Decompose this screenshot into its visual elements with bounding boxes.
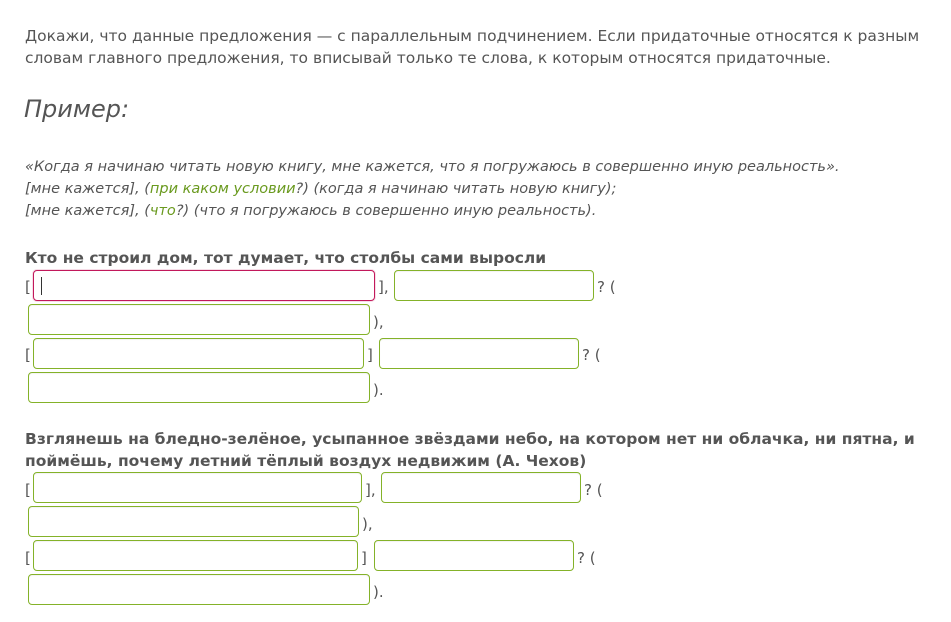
example-line-1-start: [мне кажется], ( — [25, 181, 150, 197]
ex2-close-paren-period: ). — [373, 583, 384, 601]
example-block — [25, 156, 840, 222]
ex1-open-bracket-1: [ — [25, 278, 31, 296]
ex2-close-paren-comma: ), — [362, 515, 373, 533]
ex2-subordinate-2-input[interactable] — [28, 574, 370, 605]
example-sentence: «Когда я начинаю читать новую книгу, мне кажется, что я погружаюсь в совершенно иную реальность». — [25, 159, 840, 175]
ex2-close-bracket: ] — [361, 549, 367, 567]
ex2-question-open-1: ? ( — [584, 481, 603, 499]
ex2-open-bracket-2: [ — [25, 549, 31, 567]
ex1-main-clause-1-input[interactable] — [33, 270, 375, 301]
ex1-close-paren-comma: ), — [373, 313, 384, 331]
example-question-1: при каком условии — [149, 181, 296, 197]
ex2-close-bracket-comma: ], — [365, 481, 376, 499]
ex1-open-bracket-2: [ — [25, 346, 31, 364]
ex1-question-2-input[interactable] — [379, 338, 579, 369]
ex2-main-clause-1-input[interactable] — [33, 472, 362, 503]
text-cursor — [41, 277, 42, 295]
ex2-subordinate-1-input[interactable] — [28, 506, 359, 537]
ex1-main-clause-2-input[interactable] — [33, 338, 364, 369]
ex1-question-1-input[interactable] — [394, 270, 594, 301]
ex1-close-bracket-comma: ], — [378, 278, 389, 296]
example-line-1 — [25, 178, 840, 200]
ex1-close-bracket: ] — [367, 346, 373, 364]
ex2-question-1-input[interactable] — [381, 472, 581, 503]
exercise-1-sentence: Кто не строил дом, тот думает, что столбы сами выросли — [25, 249, 547, 267]
ex1-question-open-1: ? ( — [597, 278, 616, 296]
ex1-question-open-2: ? ( — [582, 346, 601, 364]
ex2-question-2-input[interactable] — [374, 540, 574, 571]
ex2-main-clause-2-input[interactable] — [33, 540, 358, 571]
ex2-open-bracket-1: [ — [25, 481, 31, 499]
instruction-text: Докажи, что данные предложения — с параллельным подчинением. Если придаточные относятся к разным словам главного предложения, то вписывай только те слова, к которым относятся придаточные. — [25, 27, 920, 67]
example-line-2-end: ?) (что я погружаюсь в совершенно иную реальность). — [175, 203, 597, 219]
ex2-question-open-2: ? ( — [577, 549, 596, 567]
example-line-2-start: [мне кажется], ( — [25, 203, 150, 219]
example-line-2 — [25, 200, 840, 222]
ex1-subordinate-1-input[interactable] — [28, 304, 370, 335]
ex1-close-paren-period: ). — [373, 381, 384, 399]
ex1-subordinate-2-input[interactable] — [28, 372, 370, 403]
example-title: Пример: — [24, 95, 130, 123]
example-line-1-end: ?) (когда я начинаю читать новую книгу); — [295, 181, 617, 197]
example-question-2: что — [149, 203, 176, 219]
exercise-2-sentence: Взглянешь на бледно-зелёное, усыпанное звёздами небо, на котором нет ни облачка, ни пятна, и поймёшь, почему летний тёплый воздух недвижим (А. Чехов) — [25, 430, 915, 470]
